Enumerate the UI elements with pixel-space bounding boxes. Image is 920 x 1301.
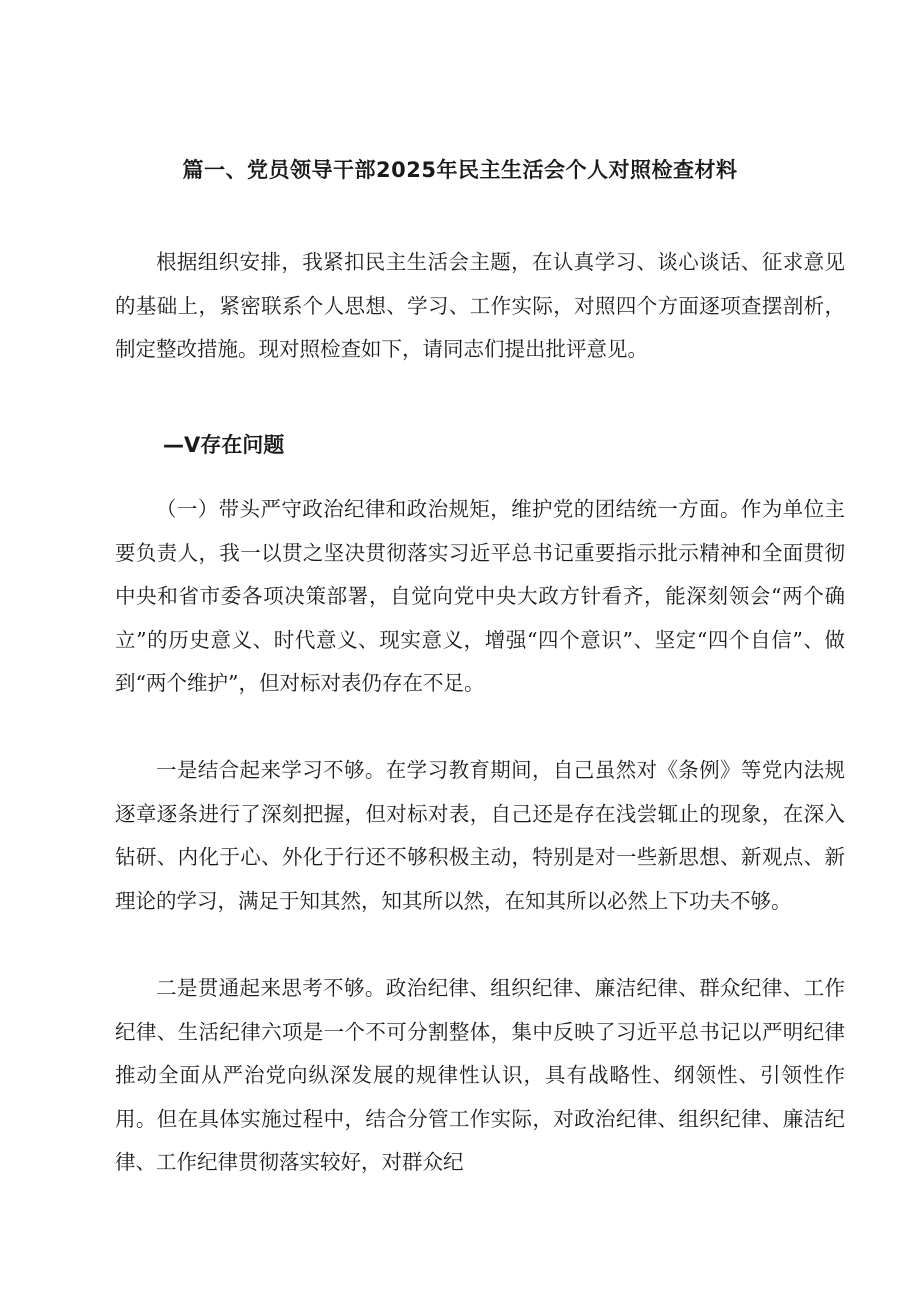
intro-paragraph: 根据组织安排，我紧扣民主生活会主题，在认真学习、谈心谈话、征求意见的基础上，紧密联系个人思想、学习、工作实际，对照四个方面逐项查摆剖析，制定整改措施。现对照检查如下，请同志们提出批评意见。 [115,250,845,362]
body-paragraph: （一）带头严守政治纪律和政治规矩，维护党的团结统一方面。作为单位主要负责人，我一以贯之坚决贯彻落实习近平总书记重要指示批示精神和全面贯彻中央和省市委各项决策部署，自觉向党中央大政方针看齐，能深刻领会“两个确立”的历史意义、时代意义、现实意义，增强“四个意识”、坚定“四个自信”、做到“两个维护”，但对标对表仍存在不足。 [115,497,845,696]
body-paragraph: 一是结合起来学习不够。在学习教育期间，自己虽然对《条例》等党内法规逐章逐条进行了深刻把握，但对标对表，自己还是存在浅尝辄止的现象，在深入钻研、内化于心、外化于行还不够积极主动，特别是对一些新思想、新观点、新理论的学习，满足于知其然，知其所以然，在知其所以必然上下功夫不够。 [115,758,845,913]
section-heading: —V存在问题 [163,433,285,457]
document-title: 篇一、党员领导干部2025年民主生活会个人对照检查材料 [182,158,738,182]
body-paragraph: 二是贯通起来思考不够。政治纪律、组织纪律、廉洁纪律、群众纪律、工作纪律、生活纪律六项是一个不可分割整体，集中反映了习近平总书记以严明纪律推动全面从严治党向纵深发展的规律性认识，具有战略性、纲领性、引领性作用。但在具体实施过程中，结合分管工作实际，对政治纪律、组织纪律、廉洁纪律、工作纪律贯彻落实较好，对群众纪 [115,976,845,1175]
